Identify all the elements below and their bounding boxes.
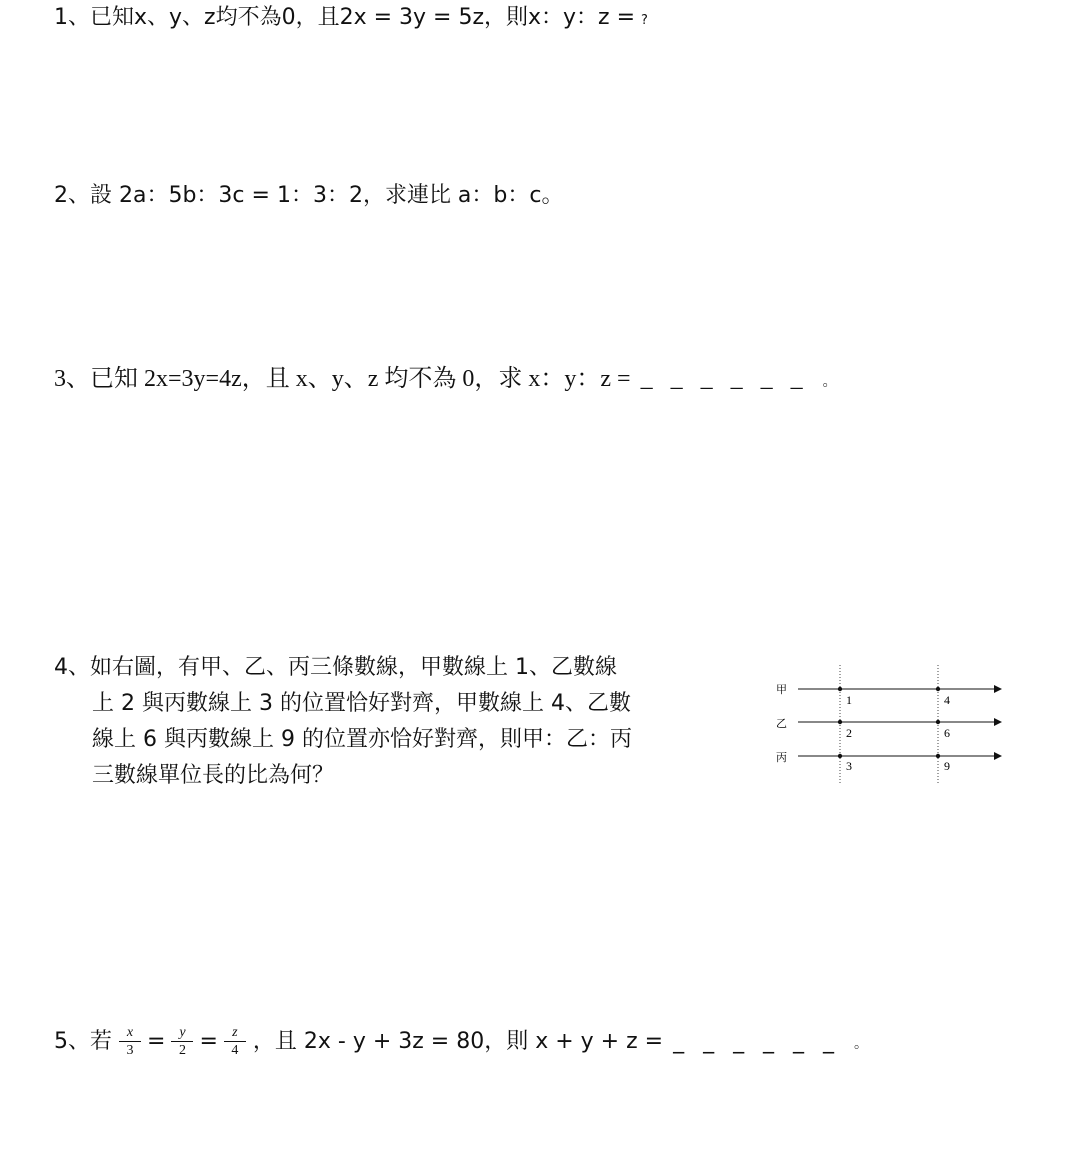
fraction-y-over-2: $\frac{y}{2}$ bbox=[171, 1026, 193, 1058]
fraction-z-over-4: $\frac{z}{4}$ bbox=[224, 1026, 246, 1058]
question-5-text: ，且 2x - y + 3z = 80，則 x + y + z = bbox=[252, 1029, 664, 1054]
line-label-bing: 丙 bbox=[776, 751, 787, 764]
question-4-line-1 bbox=[54, 650, 632, 686]
question-1-text: 已知x、y、z均不為0，且2x = 3y = 5z，則x：y：z = bbox=[90, 5, 636, 30]
line-label-yi: 乙 bbox=[776, 717, 787, 730]
question-1 bbox=[54, 0, 648, 39]
question-3-tail: 。 bbox=[822, 375, 837, 390]
fraction-x-over-3: $\frac{x}{3}$ bbox=[119, 1026, 141, 1058]
question-2-number: 2、 bbox=[54, 183, 90, 208]
equals-sign-2: = bbox=[199, 1029, 218, 1054]
arrow-yi-icon bbox=[994, 718, 1002, 726]
value-bing-right: 9 bbox=[944, 759, 950, 773]
tick-yi-6 bbox=[936, 720, 940, 724]
question-5-answer-blank: _ _ _ _ _ _ bbox=[673, 1029, 841, 1054]
tick-yi-2 bbox=[838, 720, 842, 724]
question-5-tail: 。 bbox=[854, 1036, 869, 1052]
question-4-line-4: 三數線單位長的比為何？ bbox=[92, 763, 335, 788]
question-5-number: 5、 bbox=[54, 1029, 90, 1054]
tick-jia-4 bbox=[936, 687, 940, 691]
question-2-text: 設 2a：5b：3c = 1：3：2，求連比 a：b：c。 bbox=[90, 183, 564, 208]
question-4-line-2: 上 2 與丙數線上 3 的位置恰好對齊，甲數線上 4、乙數 bbox=[92, 691, 631, 716]
question-3-number: 3、 bbox=[54, 366, 90, 392]
tick-bing-3 bbox=[838, 754, 842, 758]
question-5 bbox=[54, 1024, 868, 1062]
question-4-line-3: 線上 6 與丙數線上 9 的位置亦恰好對齊，則甲：乙：丙 bbox=[92, 727, 632, 752]
equals-sign-1: = bbox=[147, 1029, 166, 1054]
tick-bing-9 bbox=[936, 754, 940, 758]
arrow-bing-icon bbox=[994, 752, 1002, 760]
question-4-number: 4、 bbox=[54, 655, 90, 680]
value-yi-left: 2 bbox=[846, 726, 852, 740]
question-3-answer-blank: _ _ _ _ _ _ bbox=[640, 366, 809, 392]
value-bing-left: 3 bbox=[846, 759, 852, 773]
value-yi-right: 6 bbox=[944, 726, 950, 740]
question-3 bbox=[54, 361, 837, 401]
question-4-text-1: 如右圖，有甲、乙、丙三條數線，甲數線上 1、乙數線 bbox=[90, 655, 617, 680]
value-jia-right: 4 bbox=[944, 693, 950, 707]
line-label-jia: 甲 bbox=[776, 683, 787, 696]
question-3-text: 已知 2x=3y=4z，且 x、y、z 均不為 0，求 x：y：z = bbox=[90, 366, 631, 392]
value-jia-left: 1 bbox=[846, 693, 852, 707]
question-1-tail: ? bbox=[641, 13, 648, 28]
question-4 bbox=[54, 650, 632, 794]
question-5-prefix: 若 bbox=[90, 1029, 113, 1054]
question-1-number: 1、 bbox=[54, 5, 90, 30]
arrow-jia-icon bbox=[994, 685, 1002, 693]
question-2 bbox=[54, 178, 563, 214]
number-lines-figure bbox=[770, 655, 1040, 795]
tick-jia-1 bbox=[838, 687, 842, 691]
